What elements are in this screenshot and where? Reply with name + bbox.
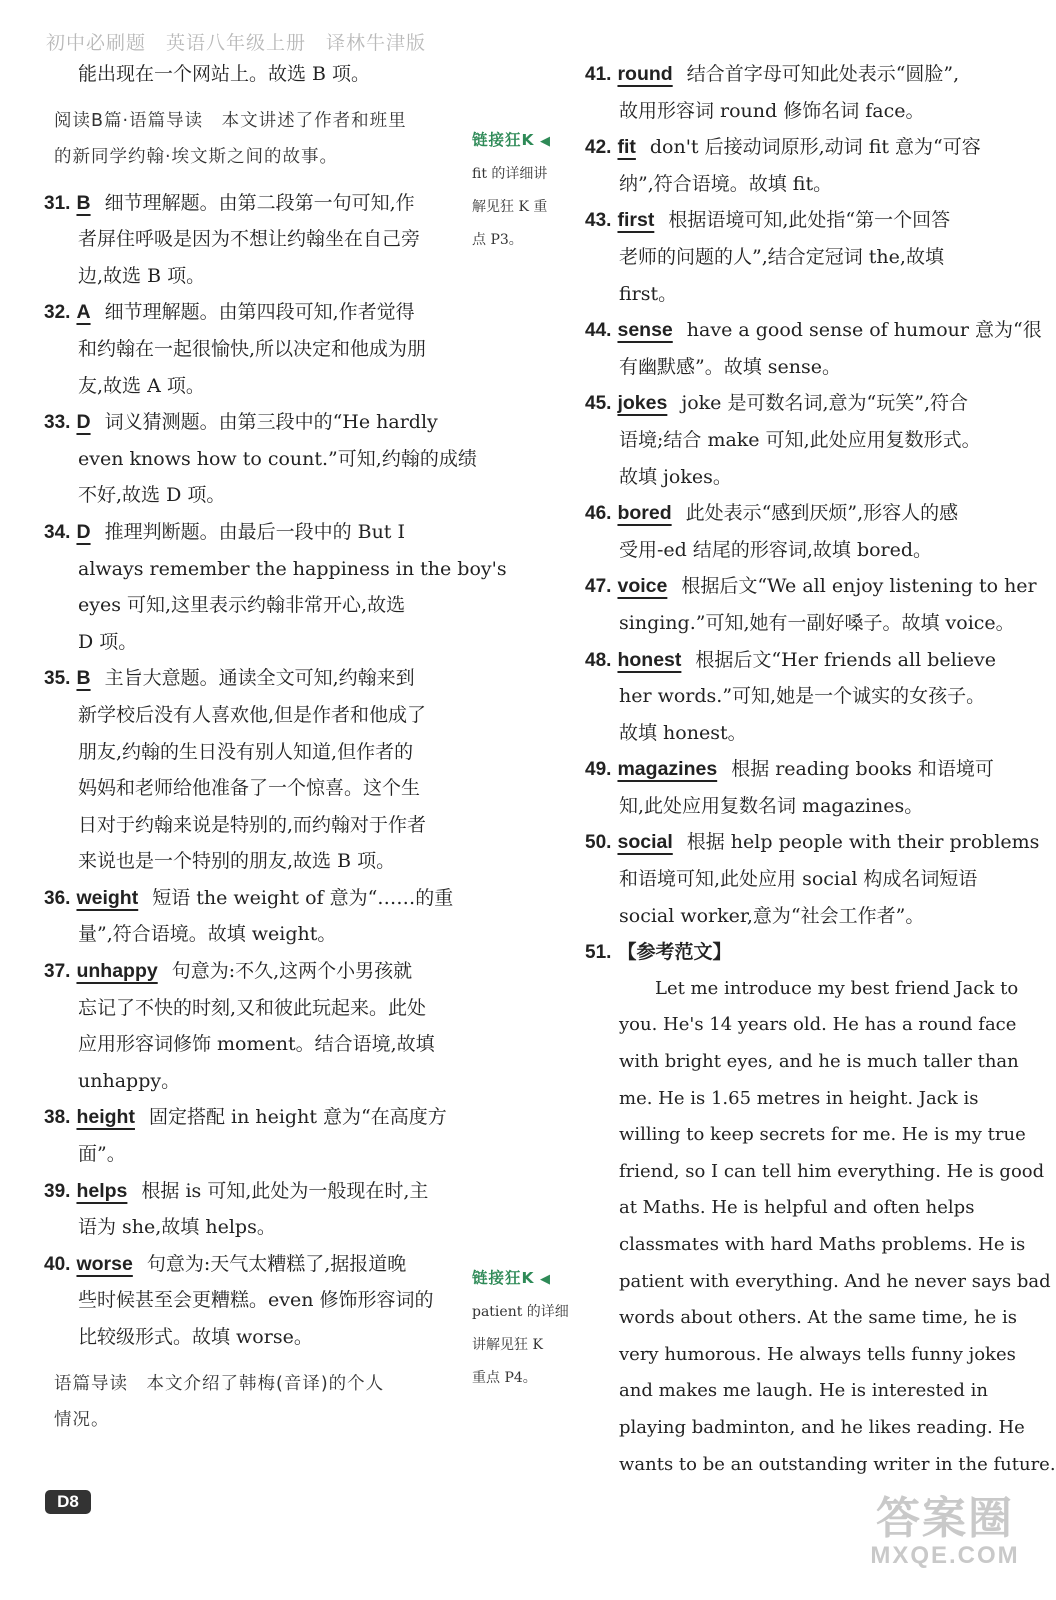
- answer-continuation: 老师的问题的人”,结合定冠词 the,故填: [619, 245, 944, 268]
- answer-item: [44, 404, 464, 441]
- answer-continuation: 故填 jokes。: [619, 465, 732, 488]
- answer-continuation: 友,故选 A 项。: [78, 374, 205, 397]
- header-item: 译林牛津版: [326, 32, 427, 54]
- answer-key: D: [76, 520, 91, 543]
- sidenote-line: 讲解见狂 K: [472, 1337, 543, 1353]
- question-number: 36.: [44, 887, 71, 909]
- arrow-left-icon: ◀: [534, 134, 552, 149]
- spacer: [44, 93, 464, 103]
- answer-continuation: 故用形容词 round 修饰名词 face。: [619, 99, 925, 122]
- question-number: 37.: [44, 961, 71, 983]
- question-number: 45.: [585, 393, 612, 415]
- answer-item: [44, 660, 464, 697]
- sidenote-line: patient 的详细: [472, 1304, 569, 1320]
- sidenote-title-text: 链接狂K: [472, 1269, 535, 1287]
- answer-item: [585, 495, 1005, 532]
- answer-item: [585, 934, 1005, 971]
- answer-continuation: 边,故选 B 项。: [78, 264, 206, 287]
- answer-item: [44, 294, 464, 331]
- essay-line: and makes me laugh. He is interested in: [619, 1380, 988, 1402]
- arrow-left-icon: ◀: [534, 1272, 552, 1287]
- answer-continuation: 纳”,符合语境。故填 fit。: [619, 172, 833, 195]
- explanation-text: 细节理解题。由第二段第一句可知,作: [104, 191, 415, 214]
- question-number: 33.: [44, 412, 71, 434]
- right-column: [585, 56, 1056, 1483]
- answer-continuation: 日对于约翰来说是特别的,而约翰对于作者: [78, 813, 427, 836]
- answer-continuation: 忘记了不快的时刻,又和彼此玩起来。此处: [78, 996, 427, 1019]
- question-number: 48.: [585, 649, 612, 671]
- answer-key: magazines: [617, 758, 718, 781]
- spacer: [44, 1356, 464, 1366]
- explanation-text: 短语 the weight of 意为“……的重: [152, 886, 454, 909]
- question-number: 46.: [585, 503, 612, 525]
- explanation-text: 主旨大意题。通读全文可知,约翰来到: [104, 667, 415, 690]
- answer-continuation: 受用-ed 结尾的形容词,故填 bored。: [619, 538, 933, 561]
- sidenote-fit: [472, 124, 584, 257]
- explanation-text: 根据 help people with their problems: [686, 831, 1040, 854]
- answer-key: A: [76, 301, 91, 324]
- answer-continuation: always remember the happiness in the boy's: [78, 557, 507, 580]
- answer-key: height: [76, 1106, 135, 1129]
- explanation-text: 根据后文“Her friends all believe: [695, 648, 996, 671]
- section-intro: 的新同学约翰·埃文斯之间的故事。: [54, 146, 339, 167]
- page-number: D8: [45, 1490, 91, 1514]
- answer-key: bored: [617, 502, 672, 525]
- answer-key: first: [617, 209, 655, 232]
- essay-line: classmates with hard Maths problems. He is: [619, 1234, 1026, 1255]
- answer-key: sense: [617, 319, 673, 342]
- answer-continuation: 面”。: [78, 1143, 126, 1166]
- explanation-text: 此处表示“感到厌烦”,形容人的感: [685, 502, 959, 525]
- explanation-text: 句意为:不久,这两个小男孩就: [171, 960, 413, 983]
- essay-line: Let me introduce my best friend Jack to: [619, 977, 1019, 999]
- question-number: 31.: [44, 192, 71, 214]
- answer-item: [585, 824, 1040, 861]
- answer-continuation: 量”,符合语境。故填 weight。: [78, 923, 337, 946]
- section-intro: 情况。: [54, 1409, 110, 1430]
- explanation-text: 句意为:天气太糟糕了,据报道晚: [146, 1252, 407, 1275]
- header-item: 初中必刷题: [46, 32, 147, 54]
- answer-continuation: 些时候甚至会更糟糕。even 修饰形容词的: [78, 1289, 434, 1312]
- answer-item: [585, 751, 1005, 788]
- answer-continuation: 知,此处应用复数名词 magazines。: [619, 794, 924, 817]
- essay-line: friend, so I can tell him everything. He is good: [619, 1160, 1045, 1182]
- question-number: 47.: [585, 576, 612, 598]
- sidenote-line: 解见狂 K 重: [472, 199, 548, 215]
- answer-key: D: [76, 411, 91, 434]
- answer-item: [585, 312, 1042, 349]
- answer-continuation: D 项。: [78, 630, 138, 653]
- answer-item: [585, 385, 1005, 422]
- answer-continuation: first。: [619, 282, 678, 305]
- answer-continuation: 来说也是一个特别的朋友,故选 B 项。: [78, 850, 396, 873]
- essay-line: very humorous. He always tells funny jokes: [619, 1343, 1016, 1365]
- answer-key: weight: [76, 886, 139, 909]
- answer-continuation: unhappy。: [78, 1069, 181, 1092]
- answer-continuation: 和约翰在一起很愉快,所以决定和他成为朋: [78, 337, 427, 360]
- essay-line: you. He's 14 years old. He has a round face: [619, 1014, 1017, 1036]
- essay-line: playing badminton, and he likes reading. He: [619, 1416, 1025, 1438]
- watermark-title: 答案圈: [876, 1494, 1014, 1543]
- answer-continuation: 和语境可知,此处应用 social 构成名词短语: [619, 868, 978, 891]
- answer-key: unhappy: [76, 960, 158, 983]
- answer-key: round: [617, 63, 673, 85]
- spacer: [44, 175, 464, 185]
- section-intro: 阅读B篇·语篇导读 本文讲述了作者和班里: [54, 110, 407, 131]
- explanation-text: 词义猜测题。由第三段中的“He hardly: [104, 411, 438, 434]
- answer-continuation: 语境;结合 make 可知,此处应用复数形式。: [619, 428, 981, 451]
- answer-continuation: eyes 可知,这里表示约翰非常开心,故选: [78, 594, 406, 617]
- answer-continuation: her words.”可知,她是一个诚实的女孩子。: [619, 685, 986, 708]
- explanation-text: 根据后文“We all enjoy listening to her: [681, 575, 1037, 598]
- answer-item: [44, 1173, 464, 1210]
- question-number: 49.: [585, 759, 612, 781]
- answer-key: honest: [617, 648, 682, 671]
- question-number: 34.: [44, 521, 71, 543]
- answer-item: [585, 56, 1005, 93]
- header-item: 英语八年级上册: [166, 32, 307, 54]
- question-number: 40.: [44, 1253, 71, 1275]
- explanation-text: 【参考范文】: [617, 941, 732, 964]
- sidenote-line: 重点 P4。: [472, 1370, 537, 1386]
- answer-continuation: 者屏住呼吸是因为不想让约翰坐在自己旁: [78, 228, 421, 251]
- answer-key: fit: [617, 136, 636, 159]
- question-number: 50.: [585, 832, 612, 854]
- sidenote-title: [472, 124, 584, 158]
- answer-key: worse: [76, 1252, 133, 1275]
- answer-continuation: 不好,故选 D 项。: [78, 484, 226, 507]
- answer-continuation: 故填 honest。: [619, 721, 747, 744]
- answer-item: [44, 953, 464, 990]
- sidenote-line: 点 P3。: [472, 232, 523, 248]
- answer-item: [585, 642, 1005, 679]
- explanation-text: 推理判断题。由最后一段中的 But I: [104, 520, 405, 543]
- watermark-logo: [855, 1495, 1035, 1569]
- essay-line: at Maths. He is helpful and often helps: [619, 1197, 975, 1219]
- answer-continuation: 能出现在一个网站上。故选 B 项。: [78, 63, 371, 85]
- answer-continuation: 有幽默感”。故填 sense。: [619, 355, 841, 378]
- answer-key: B: [76, 667, 91, 690]
- watermark-url: MXQE.COM: [870, 1542, 1020, 1569]
- question-number: 41.: [585, 64, 612, 85]
- answer-continuation: 应用形容词修饰 moment。结合语境,故填: [78, 1033, 435, 1056]
- question-number: 42.: [585, 137, 612, 159]
- answer-continuation: singing.”可知,她有一副好嗓子。故填 voice。: [619, 611, 1015, 634]
- explanation-text: 固定搭配 in height 意为“在高度方: [148, 1106, 447, 1129]
- question-number: 51.: [585, 942, 612, 964]
- sidenote-title-text: 链接狂K: [472, 131, 535, 149]
- explanation-text: 根据语境可知,此处指“第一个回答: [668, 209, 951, 232]
- answer-continuation: 朋友,约翰的生日没有别人知道,但作者的: [78, 740, 414, 763]
- answer-key: B: [76, 191, 91, 214]
- answer-key: helps: [76, 1179, 128, 1202]
- essay-line: patient with everything. And he never says bad: [619, 1270, 1051, 1292]
- sidenote-patient: [472, 1262, 584, 1395]
- answer-continuation: 新学校后没有人喜欢他,但是作者和他成了: [78, 703, 427, 726]
- answer-key: social: [617, 831, 673, 854]
- answer-item: [585, 202, 1005, 239]
- question-number: 44.: [585, 320, 612, 342]
- answer-continuation: 语为 she,故填 helps。: [78, 1216, 276, 1239]
- essay-line: with bright eyes, and he is much taller than: [619, 1051, 1019, 1073]
- question-number: 35.: [44, 668, 71, 690]
- explanation-text: have a good sense of humour 意为“很: [686, 319, 1042, 342]
- essay-line: wants to be an outstanding writer in the future.: [619, 1453, 1056, 1475]
- question-number: 39.: [44, 1180, 71, 1202]
- answer-item: [44, 1099, 464, 1136]
- explanation-text: 结合首字母可知此处表示“圆脸”,: [686, 63, 960, 85]
- explanation-text: don't 后接动词原形,动词 fit 意为“可容: [649, 136, 981, 159]
- sidenote-title: [472, 1262, 584, 1296]
- explanation-text: 根据 is 可知,此处为一般现在时,主: [141, 1179, 429, 1202]
- page-header: [46, 28, 446, 55]
- answer-item: [585, 129, 1005, 166]
- explanation-text: 细节理解题。由第四段可知,作者觉得: [104, 301, 415, 324]
- question-number: 43.: [585, 210, 612, 232]
- question-number: 38.: [44, 1107, 71, 1129]
- answer-continuation: social worker,意为“社会工作者”。: [619, 904, 925, 927]
- answer-item: [44, 514, 464, 551]
- answer-item: [44, 880, 464, 917]
- explanation-text: joke 是可数名词,意为“玩笑”,符合: [681, 392, 968, 415]
- explanation-text: 根据 reading books 和语境可: [731, 758, 994, 781]
- essay-line: me. He is 1.65 metres in height. Jack is: [619, 1087, 979, 1109]
- question-number: 32.: [44, 302, 71, 324]
- section-intro: 语篇导读 本文介绍了韩梅(音译)的个人: [54, 1373, 385, 1394]
- answer-continuation: 妈妈和老师给他准备了一个惊喜。这个生: [78, 777, 421, 800]
- essay-line: words about others. At the same time, he is: [619, 1307, 1017, 1329]
- answer-key: jokes: [617, 392, 668, 415]
- answer-item: [585, 568, 1037, 605]
- answer-item: [44, 1246, 464, 1283]
- answer-key: voice: [617, 575, 668, 598]
- answer-continuation: 比较级形式。故填 worse。: [78, 1326, 313, 1348]
- answer-continuation: even knows how to count.”可知,约翰的成绩: [78, 447, 477, 470]
- sidenote-line: fit 的详细讲: [472, 166, 548, 182]
- essay-line: willing to keep secrets for me. He is my true: [619, 1124, 1026, 1146]
- answer-item: [44, 185, 464, 222]
